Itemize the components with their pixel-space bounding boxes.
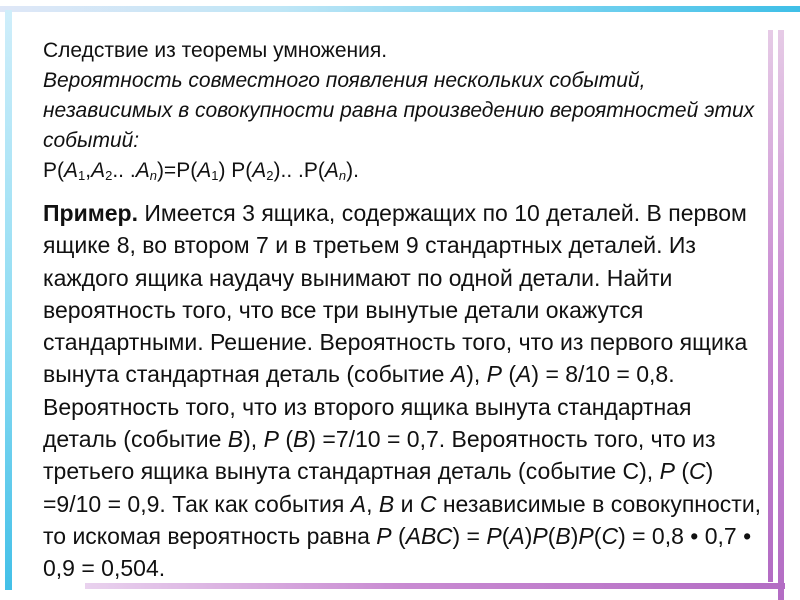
event-var: С [689, 458, 706, 485]
example-text: ) [524, 522, 533, 549]
example-text: ( [278, 426, 293, 453]
formula-var: A [135, 159, 150, 182]
example-text: ( [501, 361, 517, 388]
event-var: А [350, 490, 367, 517]
example-text: ), [466, 361, 487, 388]
theorem-statement: Вероятность совместного появления нескольких событий, независимых в совокупности равна произведению вероятностей этих событий: [43, 69, 755, 152]
formula-sub: n [149, 168, 157, 183]
left-decorative-stripe [5, 10, 12, 590]
example-paragraph [43, 197, 765, 585]
formula-sub: n [338, 168, 347, 183]
formula-sub: 2 [266, 168, 274, 183]
probability-symbol: Р [659, 458, 675, 485]
event-var: В [227, 426, 244, 453]
formula-part: P( [43, 159, 64, 182]
slide-heading: Следствие из теоремы умножения. [43, 39, 388, 62]
formula-part: , [85, 159, 92, 182]
formula-var: A [252, 159, 267, 182]
event-var: А [450, 361, 467, 388]
slide-content [43, 36, 765, 585]
example-text: ( [674, 458, 689, 485]
probability-symbol: Р [486, 361, 502, 388]
example-text: ), [243, 426, 264, 453]
formula-part: .. . [112, 159, 136, 182]
example-text: ) = [452, 522, 487, 549]
formula-part: )=P( [156, 159, 198, 182]
event-var: С [419, 490, 437, 517]
example-text: ) = 8/10 = 0,8. Вероятность того, что из второго ящика вынута стандартная деталь (событие [43, 361, 692, 453]
formula-var: A [197, 159, 212, 182]
probability-symbol: Р [263, 426, 279, 453]
formula-part: ). [346, 159, 359, 182]
product-formula [43, 156, 765, 191]
example-text: ( [547, 522, 556, 549]
event-var: С [601, 522, 619, 549]
example-label: Пример. [43, 200, 138, 226]
formula-var: A [64, 159, 79, 182]
top-decorative-stripe [0, 6, 800, 12]
formula-sub: 1 [211, 168, 219, 183]
example-text: ) [570, 522, 579, 549]
event-var: А [509, 522, 525, 549]
example-text: ) =7/10 = 0,7. Вероятность того, что из третьего ящика вынута стандартная деталь (событие С), [43, 426, 716, 485]
formula-sub: 1 [78, 168, 86, 183]
example-text: , [366, 490, 379, 517]
formula-var: A [91, 159, 106, 182]
example-text: ) = 0,8 • 0,7 • 0,9 = 0,504. [43, 522, 752, 582]
probability-symbol: Р [578, 522, 594, 549]
example-text: ) =9/10 = 0,9. Так как события [43, 458, 714, 517]
event-var: В [293, 426, 309, 453]
right-inner-decorative-stripe [768, 30, 773, 582]
example-text: и [394, 490, 420, 517]
example-text: независимые в совокупности, то искомая вероятность равна [43, 490, 762, 549]
event-var: В [378, 490, 395, 517]
probability-symbol: Р [376, 522, 392, 549]
event-var: В [555, 522, 571, 549]
formula-var: A [324, 159, 339, 182]
formula-part: ).. .P( [273, 159, 325, 182]
example-text: ( [391, 522, 406, 549]
example-text: ( [501, 522, 510, 549]
example-text: ( [593, 522, 602, 549]
formula-part: ) P( [218, 159, 253, 182]
event-var: А [516, 361, 532, 388]
example-text: Имеется 3 ящика, содержащих по 10 деталей. В первом ящике 8, во втором 7 и в третьем 9 стандартных деталей. Из каждого ящика наудачу вынимают по одной детали. Найти вероятность того, что все три вынутые детали окажутся стандартными. Решение. Вероятность того, что из первого ящика вынута стандартная деталь (событие [43, 200, 748, 388]
probability-symbol: Р [532, 522, 548, 549]
event-var: АВС [405, 522, 453, 549]
probability-symbol: Р [486, 522, 502, 549]
right-outer-decorative-stripe [778, 30, 784, 600]
formula-sub: 2 [105, 168, 113, 183]
